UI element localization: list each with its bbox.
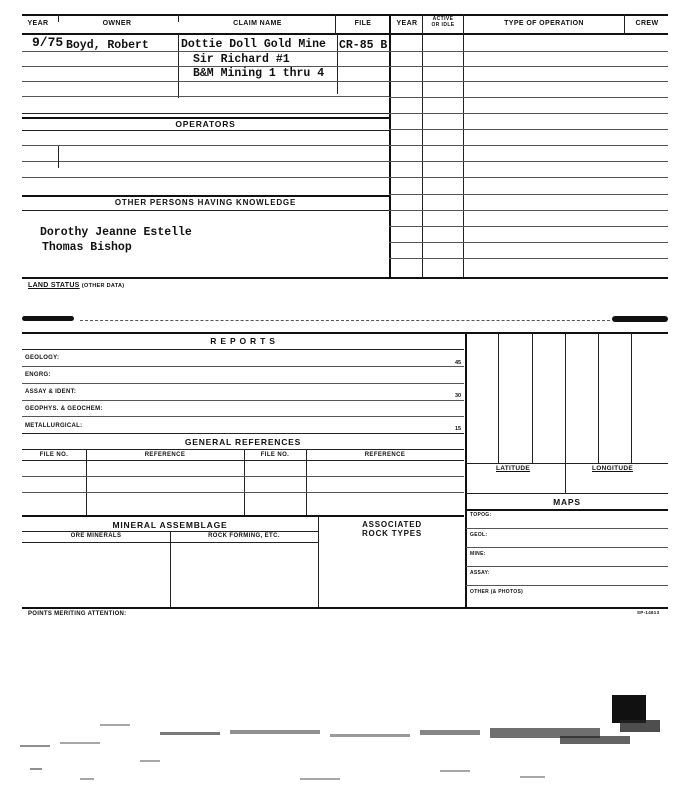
grid-line <box>598 333 599 463</box>
form-number: SP-14613 <box>637 610 660 615</box>
longitude-label: LONGITUDE <box>592 465 633 472</box>
gr-col-reference-1: REFERENCE <box>144 452 186 458</box>
scale-45: 45 <box>455 360 462 366</box>
row-line <box>22 416 464 417</box>
scan-mark <box>612 316 668 322</box>
divider <box>318 515 319 607</box>
divider <box>58 14 59 22</box>
divider <box>337 34 338 94</box>
row-line <box>389 145 668 146</box>
divider <box>86 449 87 515</box>
row-line <box>22 449 464 450</box>
row-line <box>389 129 668 130</box>
row-line <box>22 349 464 350</box>
row-line <box>22 210 389 211</box>
row-line <box>22 433 464 434</box>
row-line <box>389 51 668 52</box>
record-claim-2: Sir Richard #1 <box>193 53 290 66</box>
report-geology: GEOLOGY: <box>25 355 60 361</box>
row-line <box>389 226 668 227</box>
record-claim-1: Dottie Doll Gold Mine <box>181 38 326 51</box>
scan-mark <box>22 316 74 321</box>
row-line <box>466 528 668 529</box>
divider <box>463 14 464 278</box>
row-line <box>466 566 668 567</box>
land-status-title: LAND STATUS <box>28 282 80 289</box>
maps-mine: MINE: <box>470 551 486 557</box>
row-line <box>466 509 668 511</box>
row-line <box>389 97 668 98</box>
record-year: 9/75 <box>32 35 64 50</box>
divider <box>624 14 625 34</box>
col-header-year-right: YEAR <box>396 20 418 27</box>
row-line <box>389 210 668 211</box>
land-status-label <box>28 282 124 289</box>
row-line <box>466 585 668 586</box>
section-mineral-assemblage: MINERAL ASSEMBLAGE <box>112 520 228 530</box>
row-line <box>389 66 668 67</box>
record-file: CR-85 B <box>339 39 388 52</box>
row-line <box>466 547 668 548</box>
col-header-crew: CREW <box>635 20 659 27</box>
divider <box>422 14 423 278</box>
section-general-references: GENERAL REFERENCES <box>184 437 302 447</box>
section-other-persons: OTHER PERSONS HAVING KNOWLEDGE <box>114 198 297 207</box>
row-line <box>389 194 668 195</box>
divider <box>170 531 171 607</box>
bottom-border <box>22 607 668 609</box>
points-meriting-attention: POINTS MERITING ATTENTION: <box>28 611 127 617</box>
top-table-bottom-border <box>22 277 668 279</box>
maps-geol: GEOL: <box>470 532 488 538</box>
row-line <box>22 492 464 493</box>
person-1: Dorothy Jeanne Estelle <box>40 226 192 239</box>
report-engrg: ENGRG: <box>25 372 51 378</box>
divider <box>178 14 179 22</box>
col-header-year: YEAR <box>27 20 49 27</box>
row-line <box>389 113 668 114</box>
scan-noise <box>0 690 678 806</box>
row-line <box>389 81 668 82</box>
maps-topog: TOPOG: <box>470 512 492 518</box>
gr-col-reference-2: REFERENCE <box>364 452 406 458</box>
row-line <box>389 242 668 243</box>
report-assay: ASSAY & IDENT: <box>25 389 77 395</box>
report-geophys: GEOPHYS. & GEOCHEM: <box>25 406 103 412</box>
row-line <box>389 177 668 178</box>
gr-col-file-no-1: FILE NO. <box>39 452 69 458</box>
row-line <box>22 383 464 384</box>
row-line <box>22 130 389 131</box>
mineral-top-border <box>22 515 464 517</box>
col-header-owner: OWNER <box>102 20 132 27</box>
header-bottom-border <box>22 33 668 35</box>
report-metallurgical: METALLURGICAL: <box>25 423 83 429</box>
grid-line <box>631 333 632 463</box>
row-line <box>22 476 464 477</box>
person-2: Thomas Bishop <box>42 241 132 254</box>
section-reports: R E P O R T S <box>210 336 276 346</box>
grid-line <box>532 333 533 463</box>
row-line <box>22 81 389 82</box>
maps-assay: ASSAY: <box>470 570 490 576</box>
col-header-type-of-operation: TYPE OF OPERATION <box>504 20 584 27</box>
row-line <box>22 66 389 67</box>
land-status-subtitle: (OTHER DATA) <box>81 283 125 289</box>
section-maps: MAPS <box>553 497 581 507</box>
grid-line <box>565 333 566 493</box>
divider <box>335 14 336 34</box>
row-line <box>389 258 668 259</box>
section-associated-rock-types: ASSOCIATED ROCK TYPES <box>361 520 422 538</box>
mineral-col-rock-forming: ROCK FORMING, ETC. <box>208 533 280 539</box>
col-header-active-idle: ACTIVE OR IDLE <box>431 16 455 28</box>
row-line <box>22 177 389 178</box>
section-operators: OPERATORS <box>175 119 236 129</box>
col-header-file: FILE <box>354 20 372 27</box>
gr-col-file-no-2: FILE NO. <box>260 452 290 458</box>
record-claim-3: B&M Mining 1 thru 4 <box>193 67 325 80</box>
divider <box>58 146 59 168</box>
scale-15: 15 <box>455 426 462 432</box>
row-line <box>22 96 389 97</box>
row-line <box>22 460 464 461</box>
reports-top-border <box>22 332 668 334</box>
col-header-claim-name: CLAIM NAME <box>233 20 282 27</box>
land-status-line <box>80 320 610 321</box>
latitude-label: LATITUDE <box>496 465 531 472</box>
divider <box>244 449 245 515</box>
mineral-col-ore: ORE MINERALS <box>70 533 122 539</box>
row-line <box>22 161 389 162</box>
divider <box>306 449 307 515</box>
row-line <box>466 493 668 494</box>
row-line <box>22 113 389 114</box>
row-line <box>22 366 464 367</box>
row-line <box>22 51 389 52</box>
row-line <box>389 161 668 162</box>
record-owner: Boyd, Robert <box>66 39 149 52</box>
grid-line <box>498 333 499 463</box>
row-line <box>22 400 464 401</box>
row-line <box>22 145 389 146</box>
top-border <box>22 14 668 16</box>
grid-bottom <box>466 463 668 464</box>
divider-main-right <box>389 14 391 278</box>
scale-30: 30 <box>455 393 462 399</box>
maps-other: OTHER (& PHOTOS) <box>470 589 524 595</box>
other-persons-top-border <box>22 195 389 197</box>
